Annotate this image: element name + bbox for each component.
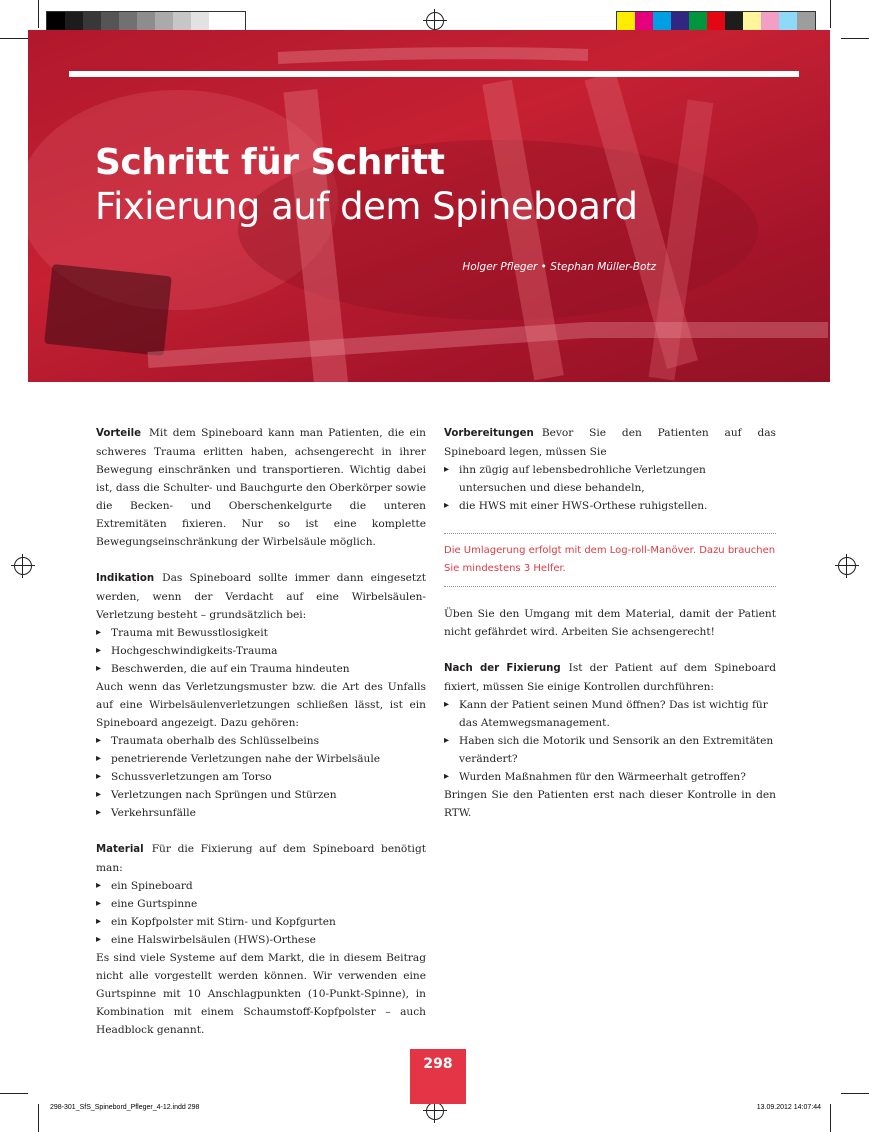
nach-list bbox=[444, 696, 776, 786]
list-item: ▸ eine Gurtspinne bbox=[96, 895, 426, 913]
list-item: ▸ Verkehrsunfälle bbox=[96, 804, 426, 822]
list-item: ▸ ein Spineboard bbox=[96, 877, 426, 895]
right-column bbox=[444, 424, 776, 822]
hero-rule bbox=[69, 71, 799, 77]
page-number: 298 bbox=[410, 1049, 466, 1104]
material-list bbox=[96, 877, 426, 949]
heading-vorteile: Vorteile bbox=[96, 428, 142, 439]
indikation-list bbox=[96, 624, 426, 678]
file-slug: 298-301_SfS_Spinebord_Pfleger_4-12.indd 298 bbox=[50, 1104, 200, 1111]
page-subtitle: Fixierung auf dem Spineboard bbox=[95, 185, 638, 228]
list-item: ▸ die HWS mit einer HWS-Orthese ruhigstellen. bbox=[444, 497, 776, 515]
list-item: ▸ Wurden Maßnahmen für den Wärmeerhalt getroffen? bbox=[444, 768, 776, 786]
list-item: ▸ Haben sich die Motorik und Sensorik an den Extremitäten verändert? bbox=[444, 732, 776, 768]
section-vorbereitungen bbox=[444, 424, 776, 461]
nach-intro: Ist der Patient auf dem Spineboard fixiert, müssen Sie einige Kontrollen durchführen: bbox=[444, 662, 776, 693]
hero-image bbox=[28, 30, 830, 382]
heading-vorbereitungen: Vorbereitungen bbox=[444, 428, 534, 439]
left-column bbox=[96, 424, 426, 1039]
heading-material: Material bbox=[96, 844, 144, 855]
section-vorteile bbox=[96, 424, 426, 551]
list-item: ▸ Hochgeschwindigkeits-Trauma bbox=[96, 642, 426, 660]
uebung-text: Üben Sie den Umgang mit dem Material, damit der Patient nicht gefährdet wird. Arbeiten Sie achsengerecht! bbox=[444, 608, 776, 638]
list-item: ▸ Trauma mit Bewusstlosigkeit bbox=[96, 624, 426, 642]
indikation-text2: Auch wenn das Verletzungsmuster bzw. die Art des Unfalls auf eine Wirbelsäulenverletzungen schließen lässt, ist ein Spineboard angezeigt. Dazu gehören: bbox=[96, 681, 426, 729]
section-material bbox=[96, 840, 426, 877]
nach-outro: Bringen Sie den Patienten erst nach dieser Kontrolle in den RTW. bbox=[444, 789, 776, 819]
grayscale-bar bbox=[46, 11, 246, 31]
indikation-list-2 bbox=[96, 732, 426, 822]
color-bar bbox=[616, 11, 816, 31]
vorbereitungen-intro: Bevor Sie den Patienten auf das Spineboard legen, müssen Sie bbox=[444, 427, 776, 458]
callout-note: Die Umlagerung erfolgt mit dem Log-roll-Manöver. Dazu brauchen Sie mindestens 3 Helfer. bbox=[444, 533, 776, 587]
registration-mark-left bbox=[14, 557, 32, 575]
indikation-intro: Das Spineboard sollte immer dann eingesetzt werden, wenn der Verdacht auf eine Wirbelsäulen-Verletzung besteht – grundsätzlich bei: bbox=[96, 572, 426, 621]
list-item: ▸ Traumata oberhalb des Schlüsselbeins bbox=[96, 732, 426, 750]
list-item: ▸ penetrierende Verletzungen nahe der Wirbelsäule bbox=[96, 750, 426, 768]
material-text2: Es sind viele Systeme auf dem Markt, die in diesem Beitrag nicht alle vorgestellt werden können. Wir verwenden eine Gurtspinne mit 10 Anschlagpunkten (10-Punkt-Spinne), in Kombination mit einem Schaumstoff-Kopfpolster – auch Headblock genannt. bbox=[96, 952, 426, 1036]
vorbereitungen-list bbox=[444, 461, 776, 515]
list-item: ▸ Kann der Patient seinen Mund öffnen? Das ist wichtig für das Atemwegsmanagement. bbox=[444, 696, 776, 732]
list-item: ▸ eine Halswirbelsäulen (HWS)-Orthese bbox=[96, 931, 426, 949]
vorteile-text: Mit dem Spineboard kann man Patienten, die ein schweres Trauma erlitten haben, achsengerecht in ihrer Bewegung einschränken und transportieren. Wichtig dabei ist, dass die Schulter- und Bauchgurte den Oberkörper sowie die Becken- und Oberschenkelgurte die unteren Extremitäten fixieren. Nur so ist eine komplette Bewegungseinschränkung der Wirbelsäule möglich. bbox=[96, 427, 426, 548]
list-item: ▸ Beschwerden, die auf ein Trauma hindeuten bbox=[96, 660, 426, 678]
authors: Holger Pfleger • Stephan Müller-Botz bbox=[462, 261, 656, 273]
list-item: ▸ Verletzungen nach Sprüngen und Stürzen bbox=[96, 786, 426, 804]
timestamp: 13.09.2012 14:07:44 bbox=[756, 1104, 821, 1111]
heading-indikation: Indikation bbox=[96, 573, 155, 584]
list-item: ▸ ihn zügig auf lebensbedrohliche Verletzungen untersuchen und diese behandeln, bbox=[444, 461, 776, 497]
registration-mark-top bbox=[426, 12, 444, 30]
material-intro: Für die Fixierung auf dem Spineboard benötigt man: bbox=[96, 843, 426, 874]
section-nach-der-fixierung bbox=[444, 659, 776, 696]
heading-nach-der-fixierung: Nach der Fixierung bbox=[444, 663, 561, 674]
section-indikation bbox=[96, 569, 426, 624]
registration-mark-right bbox=[838, 557, 856, 575]
list-item: ▸ Schussverletzungen am Torso bbox=[96, 768, 426, 786]
page-title: Schritt für Schritt bbox=[95, 142, 445, 183]
registration-mark-bottom bbox=[426, 1102, 444, 1120]
list-item: ▸ ein Kopfpolster mit Stirn- und Kopfgurten bbox=[96, 913, 426, 931]
